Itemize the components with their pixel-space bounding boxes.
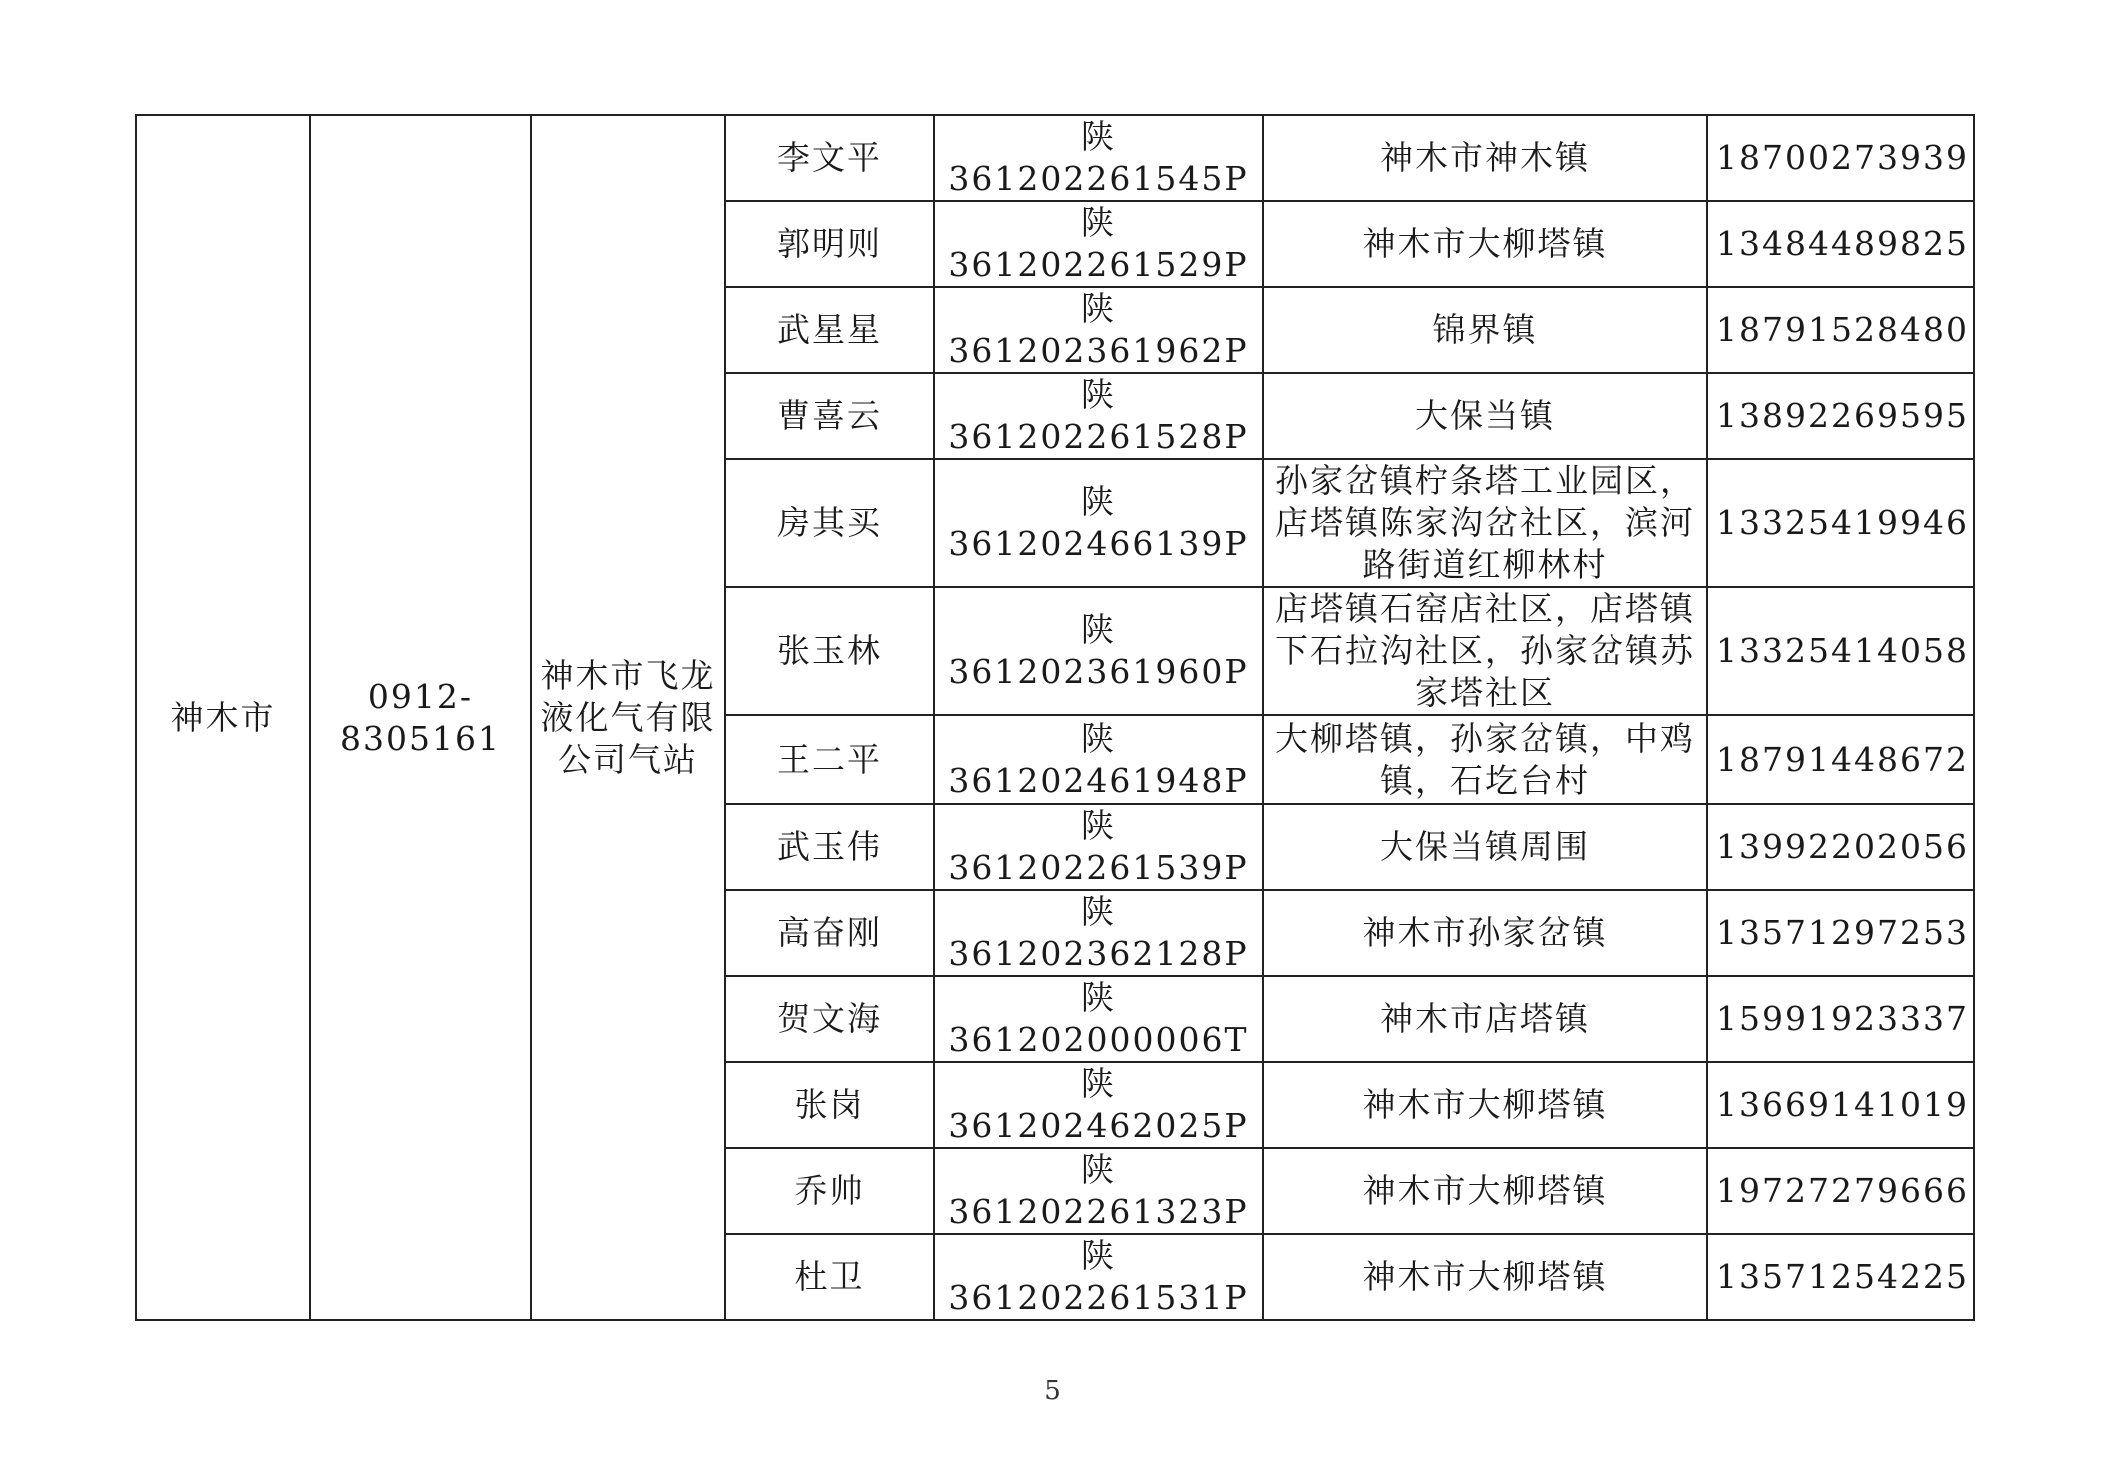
driver-name-cell: 王二平 xyxy=(725,715,934,804)
driver-name-cell: 张玉林 xyxy=(725,587,934,715)
phone-cell: 13669141019 xyxy=(1707,1062,1974,1148)
table-row xyxy=(136,115,1974,201)
driver-name-cell: 李文平 xyxy=(725,115,934,201)
driver-name-cell: 张岗 xyxy=(725,1062,934,1148)
license-number-cell: 陕361202466139P xyxy=(934,459,1263,587)
gas-delivery-roster-table xyxy=(135,114,1975,1321)
phone-cell: 18791528480 xyxy=(1707,287,1974,373)
service-area-cell: 大保当镇 xyxy=(1263,373,1707,459)
service-area-cell: 锦界镇 xyxy=(1263,287,1707,373)
page-number: 5 xyxy=(1044,1376,1061,1406)
service-area-cell: 神木市大柳塔镇 xyxy=(1263,1062,1707,1148)
license-number-cell: 陕361202261323P xyxy=(934,1148,1263,1234)
driver-name-cell: 郭明则 xyxy=(725,201,934,287)
phone-cell: 18700273939 xyxy=(1707,115,1974,201)
phone-cell: 19727279666 xyxy=(1707,1148,1974,1234)
service-area-cell: 神木市大柳塔镇 xyxy=(1263,1148,1707,1234)
license-number-cell: 陕361202461948P xyxy=(934,715,1263,804)
service-area-cell: 神木市大柳塔镇 xyxy=(1263,201,1707,287)
license-number-cell: 陕361202000006T xyxy=(934,976,1263,1062)
service-area-cell: 大保当镇周围 xyxy=(1263,804,1707,890)
phone-cell: 13992202056 xyxy=(1707,804,1974,890)
license-number-cell: 陕361202361960P xyxy=(934,587,1263,715)
phone-cell: 13571297253 xyxy=(1707,890,1974,976)
service-area-cell: 神木市大柳塔镇 xyxy=(1263,1234,1707,1320)
license-number-cell: 陕361202462025P xyxy=(934,1062,1263,1148)
station-cell: 神木市飞龙液化气有限公司气站 xyxy=(531,115,725,1320)
service-area-cell: 店塔镇石窑店社区，店塔镇下石拉沟社区，孙家岔镇苏家塔社区 xyxy=(1263,587,1707,715)
license-number-cell: 陕361202261545P xyxy=(934,115,1263,201)
city-cell: 神木市 xyxy=(136,115,310,1320)
license-number-cell: 陕361202362128P xyxy=(934,890,1263,976)
service-area-cell: 大柳塔镇，孙家岔镇，中鸡镇，石圪台村 xyxy=(1263,715,1707,804)
driver-name-cell: 贺文海 xyxy=(725,976,934,1062)
license-number-cell: 陕361202261539P xyxy=(934,804,1263,890)
phone-cell: 13325419946 xyxy=(1707,459,1974,587)
license-number-cell: 陕361202361962P xyxy=(934,287,1263,373)
license-number-cell: 陕361202261531P xyxy=(934,1234,1263,1320)
service-area-cell: 神木市孙家岔镇 xyxy=(1263,890,1707,976)
phone-cell: 13571254225 xyxy=(1707,1234,1974,1320)
driver-name-cell: 乔帅 xyxy=(725,1148,934,1234)
driver-name-cell: 武玉伟 xyxy=(725,804,934,890)
driver-name-cell: 房其买 xyxy=(725,459,934,587)
phone-cell: 18791448672 xyxy=(1707,715,1974,804)
phone-cell: 13484489825 xyxy=(1707,201,1974,287)
license-number-cell: 陕361202261528P xyxy=(934,373,1263,459)
service-area-cell: 孙家岔镇柠条塔工业园区，店塔镇陈家沟岔社区，滨河路街道红柳林村 xyxy=(1263,459,1707,587)
roster-body xyxy=(136,115,1974,1320)
driver-name-cell: 武星星 xyxy=(725,287,934,373)
service-area-cell: 神木市店塔镇 xyxy=(1263,976,1707,1062)
phone-cell: 15991923337 xyxy=(1707,976,1974,1062)
hotline-cell: 0912-8305161 xyxy=(310,115,531,1320)
driver-name-cell: 高奋刚 xyxy=(725,890,934,976)
driver-name-cell: 杜卫 xyxy=(725,1234,934,1320)
license-number-cell: 陕361202261529P xyxy=(934,201,1263,287)
phone-cell: 13892269595 xyxy=(1707,373,1974,459)
phone-cell: 13325414058 xyxy=(1707,587,1974,715)
service-area-cell: 神木市神木镇 xyxy=(1263,115,1707,201)
driver-name-cell: 曹喜云 xyxy=(725,373,934,459)
